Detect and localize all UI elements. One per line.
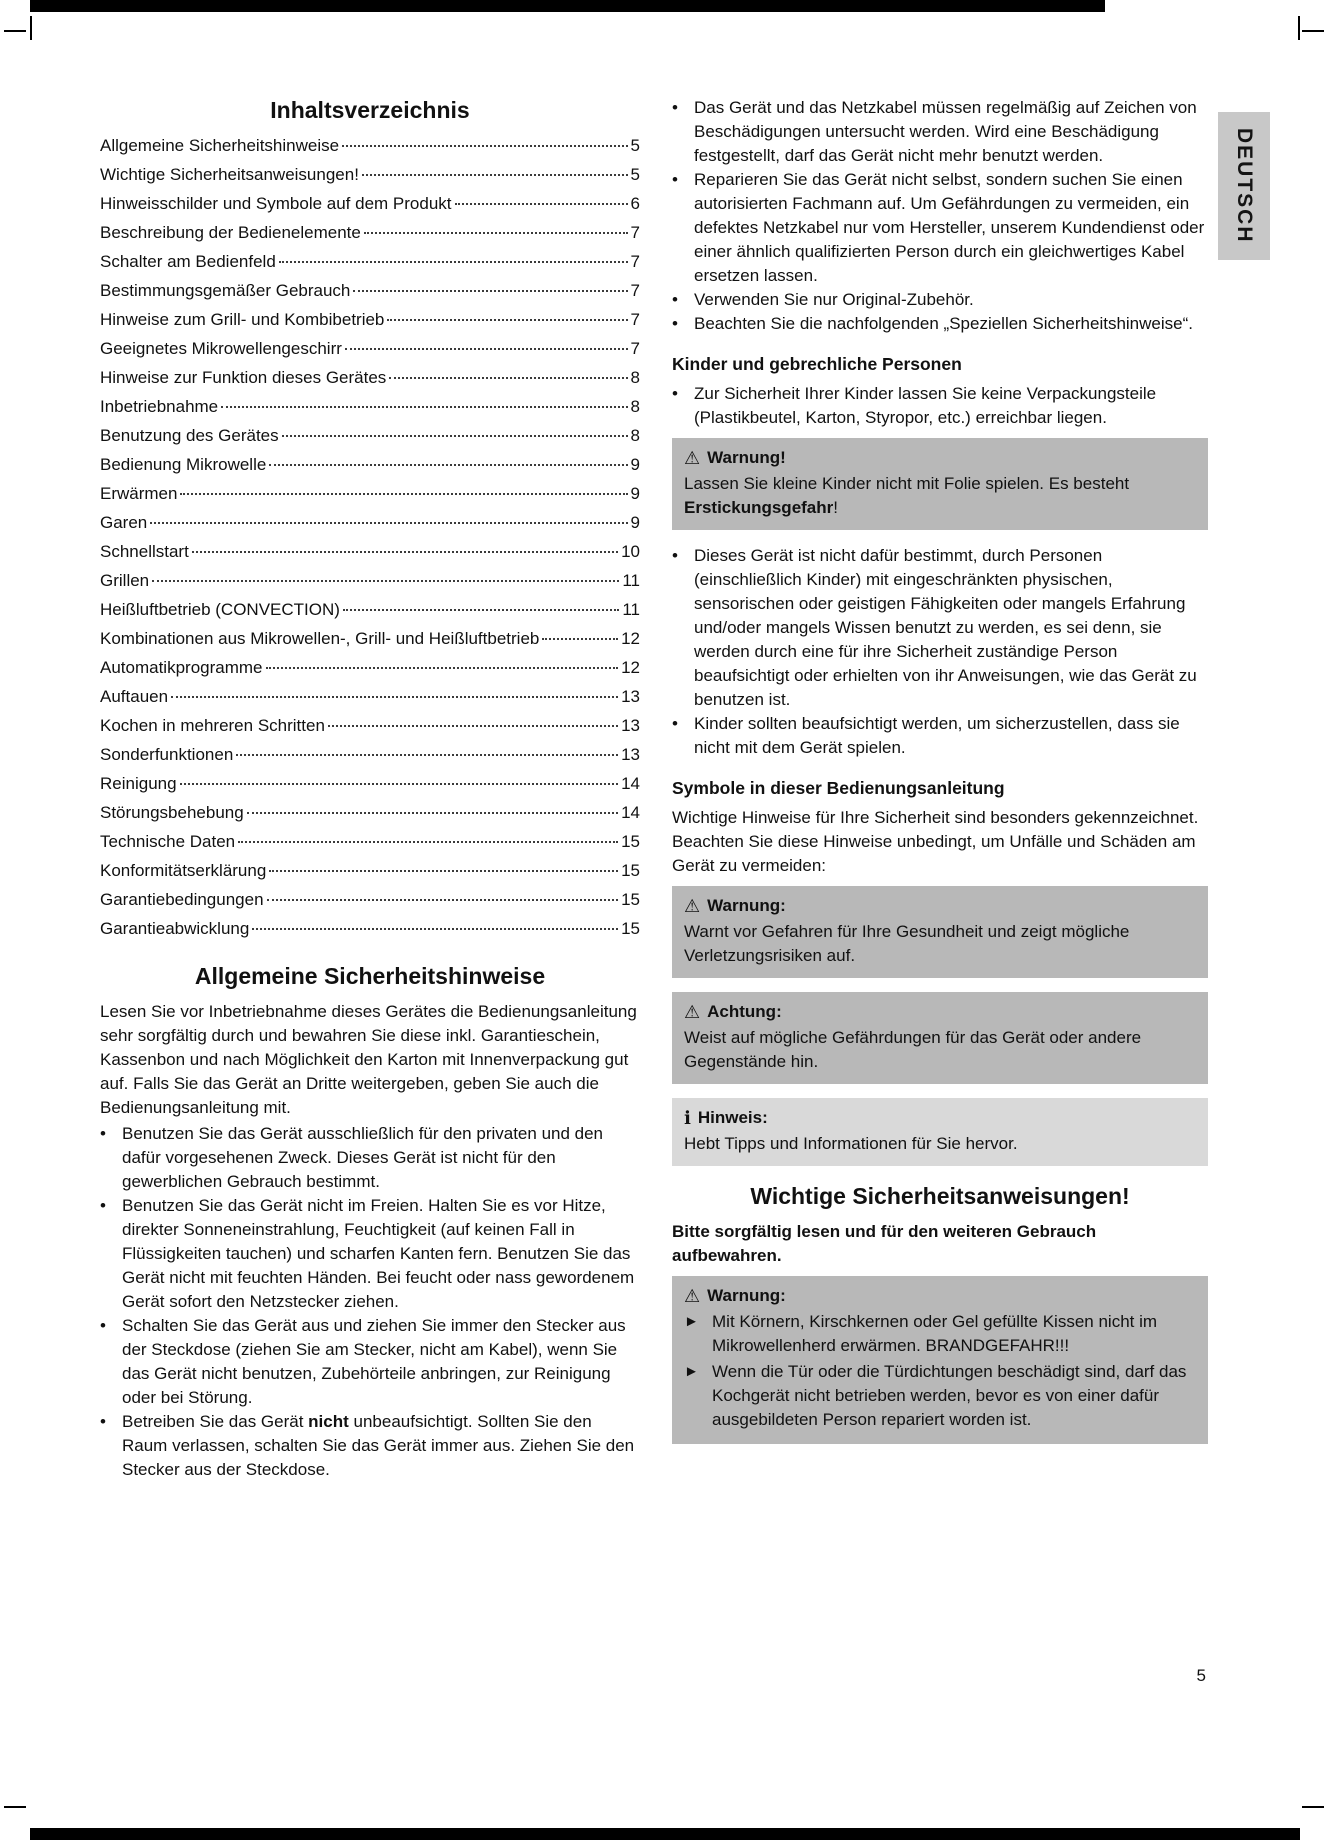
note-box-body: Hebt Tipps und Informationen für Sie hervor. (684, 1134, 1018, 1153)
list-item-text (122, 1410, 640, 1482)
toc-entry (100, 598, 640, 627)
toc-entry (100, 743, 640, 772)
toc-entry-page: 14 (621, 774, 640, 793)
warning-box-body: Warnt vor Gefahren für Ihre Gesundheit und zeigt mögliche Verletzungsrisiken auf. (684, 922, 1130, 965)
toc-entry (100, 801, 640, 830)
bullet-icon: • (672, 98, 678, 117)
toc-entry (100, 627, 640, 656)
list-item (672, 312, 1208, 336)
toc-entry-page: 8 (630, 397, 640, 416)
toc-entry-label: Garen (100, 513, 148, 532)
toc-entry (100, 221, 640, 250)
caution-box-body: Weist auf mögliche Gefährdungen für das Gerät oder andere Gegenstände hin. (684, 1028, 1142, 1071)
toc-leader-dots (389, 377, 627, 379)
toc-leader-dots (269, 870, 618, 872)
toc-entry-page: 5 (630, 165, 640, 184)
toc-entry-page: 9 (630, 513, 640, 532)
warning-box-title-row (684, 894, 1196, 918)
toc-entry-page: 10 (621, 542, 640, 561)
toc-leader-dots (353, 290, 627, 292)
crop-mark (1302, 1806, 1324, 1808)
toc-entry-label: Geeignetes Mikrowellengeschirr (100, 339, 342, 358)
list-item-text: Beachten Sie die nachfolgenden „Speziellen Sicherheitshinweise“. (694, 314, 1193, 333)
toc-leader-dots (345, 348, 628, 350)
toc-leader-dots (180, 783, 619, 785)
bullet-icon: • (672, 546, 678, 565)
right-column (672, 96, 1208, 1486)
toc-entry-page: 13 (621, 745, 640, 764)
toc-entry-page: 7 (630, 252, 640, 271)
toc-entry-label: Automatikprogramme (100, 658, 263, 677)
bullet-icon: • (672, 170, 678, 189)
warning-definition-box (672, 886, 1208, 978)
toc-entry-page: 7 (630, 281, 640, 300)
toc-entry-label: Bedienung Mikrowelle (100, 455, 267, 474)
note-definition-box (672, 1098, 1208, 1166)
list-item (100, 1194, 640, 1314)
toc-entry-page: 11 (622, 600, 640, 619)
toc-leader-dots (328, 725, 618, 727)
warning-icon: ⚠ (684, 448, 701, 468)
toc-entry-page: 7 (630, 310, 640, 329)
toc-entry-label: Inbetriebnahme (100, 397, 219, 416)
toc-leader-dots (269, 464, 627, 466)
note-box-title-row (684, 1106, 1196, 1130)
list-item-text: Das Gerät und das Netzkabel müssen regelmäßig auf Zeichen von Beschädigungen untersucht werden. Wird eine Beschädigung festgestellt, darf das Gerät nicht mehr benutzt werden. (694, 98, 1197, 165)
toc-entry-label: Technische Daten (100, 832, 236, 851)
toc-leader-dots (342, 145, 627, 147)
warning-item (684, 1310, 1196, 1358)
important-warning-items (684, 1310, 1196, 1432)
toc-leader-dots (282, 435, 628, 437)
list-item-text: Dieses Gerät ist nicht dafür bestimmt, durch Personen (einschließlich Kinder) mit eingeschränkten physischen, sensorischen oder geistigen Fähigkeiten oder mangels Erfahrung und/oder mangels Wissen benutzt zu werden, es sei denn, sie werden durch eine für ihre Sicherheit zuständige Person beaufsichtigt oder erhielten von ihr Anweisungen, wie das Gerät zu benutzen ist. (694, 546, 1197, 709)
warning-box-body (684, 472, 1196, 520)
toc-entry (100, 395, 640, 424)
important-warning-box (672, 1276, 1208, 1444)
general-safety-bullets (100, 1122, 640, 1482)
emphasized-word: Erstickungsgefahr (684, 498, 834, 517)
toc-leader-dots (267, 899, 619, 901)
page-number: 5 (1196, 1666, 1206, 1685)
toc-entry-page: 11 (622, 571, 640, 590)
toc-title: Inhaltsverzeichnis (270, 97, 470, 123)
toc-entry (100, 540, 640, 569)
caution-box-title: Achtung: (707, 1002, 782, 1021)
list-item-text: Schalten Sie das Gerät aus und ziehen Sie immer den Stecker aus der Steckdose (ziehen Sie am Stecker, nicht am Kabel), wenn Sie das Gerät nicht benutzen, Zubehörteile anbringen, zur Reinigung oder bei Störung. (122, 1316, 626, 1407)
toc-entry (100, 250, 640, 279)
toc-entry-page: 14 (621, 803, 640, 822)
warning-box-title: Warnung: (707, 896, 786, 915)
caution-box-title-row (684, 1000, 1196, 1024)
list-item (672, 382, 1208, 430)
toc-entry-page: 13 (621, 716, 640, 735)
toc-entry (100, 859, 640, 888)
bullet-icon: • (672, 314, 678, 333)
toc-entry-label: Erwärmen (100, 484, 178, 503)
toc-entry-label: Garantiebedingungen (100, 890, 264, 909)
warning-item-text: Wenn die Tür oder die Türdichtungen beschädigt sind, darf das Kochgerät nicht betrieben werden, bevor es von einer dafür ausgebildeten Person repariert worden ist. (712, 1362, 1187, 1429)
toc-entry-label: Benutzung des Gerätes (100, 426, 279, 445)
toc-entry-page: 7 (630, 339, 640, 358)
page-content (100, 96, 1208, 1486)
warning-item-text: Mit Körnern, Kirschkernen oder Gel gefüllte Kissen nicht im Mikrowellenherd erwärmen. BRANDGEFAHR!!! (712, 1312, 1158, 1355)
bullet-icon: • (100, 1412, 106, 1431)
toc-entry-page: 12 (621, 658, 640, 677)
children-section-bullets (672, 382, 1208, 430)
crop-mark (30, 16, 32, 40)
toc-leader-dots (247, 812, 618, 814)
toc-entry-page: 12 (621, 629, 640, 648)
safety-bullets-continued (672, 96, 1208, 336)
toc-entry-label: Konformitätserklärung (100, 861, 267, 880)
toc-leader-dots (343, 609, 619, 611)
toc-entry (100, 830, 640, 859)
print-bar-bottom (30, 1828, 1300, 1840)
emphasized-word: nicht (308, 1412, 349, 1431)
symbols-intro: Wichtige Hinweise für Ihre Sicherheit sind besonders gekennzeichnet. Beachten Sie diese Hinweise unbedingt, um Unfälle und Schäden am Gerät zu vermeiden: (672, 808, 1199, 875)
toc-entry (100, 366, 640, 395)
crop-mark (1302, 30, 1324, 32)
note-box-title: Hinweis: (697, 1108, 768, 1127)
list-item (672, 96, 1208, 168)
arrow-icon: ► (684, 1363, 699, 1380)
toc-entry (100, 482, 640, 511)
warning-box-title-row (684, 446, 1196, 470)
bullet-icon: • (100, 1196, 106, 1215)
bullet-icon: • (672, 384, 678, 403)
toc-entry-label: Schnellstart (100, 542, 189, 561)
toc-entry (100, 772, 640, 801)
toc-entry (100, 888, 640, 917)
toc-entry-label: Sonderfunktionen (100, 745, 234, 764)
crop-mark (4, 1806, 26, 1808)
toc-entry-label: Heißluftbetrieb (CONVECTION) (100, 600, 340, 619)
info-icon: ℹ (684, 1108, 691, 1128)
toc-leader-dots (171, 696, 618, 698)
toc-leader-dots (542, 638, 618, 640)
caution-definition-box (672, 992, 1208, 1084)
bullet-icon: • (672, 714, 678, 733)
toc-entry (100, 279, 640, 308)
warning-box-title: Warnung! (707, 448, 786, 467)
toc-entry (100, 308, 640, 337)
toc-entry-label: Hinweisschilder und Symbole auf dem Produkt (100, 194, 452, 213)
general-safety-intro: Lesen Sie vor Inbetriebnahme dieses Gerätes die Bedienungsanleitung sehr sorgfältig durch und bewahren Sie diese inkl. Garantieschein, Kassenbon und nach Möglichkeit den Karton mit Innenverpackung gut auf. Falls Sie das Gerät an Dritte weitergeben, geben Sie auch die Bedienungsanleitung mit. (100, 1002, 637, 1117)
toc-entry-label: Beschreibung der Bedienelemente (100, 223, 361, 242)
print-bar-top (30, 0, 1105, 12)
warning-icon: ⚠ (684, 1286, 701, 1306)
toc-leader-dots (236, 754, 618, 756)
toc-leader-dots (150, 522, 627, 524)
bullet-icon: • (100, 1316, 106, 1335)
list-item (100, 1410, 640, 1482)
toc-entry-page: 15 (621, 861, 640, 880)
toc-leader-dots (362, 174, 628, 176)
toc-entry-label: Allgemeine Sicherheitshinweise (100, 136, 340, 155)
list-item (672, 544, 1208, 712)
crop-mark (4, 30, 26, 32)
toc-entry-label: Kochen in mehreren Schritten (100, 716, 325, 735)
toc-entry (100, 453, 640, 482)
toc-entry-page: 7 (630, 223, 640, 242)
warning-item (684, 1360, 1196, 1432)
toc-leader-dots (192, 551, 618, 553)
list-item (672, 712, 1208, 760)
bullet-icon: • (672, 290, 678, 309)
toc-entry-label: Hinweise zum Grill- und Kombibetrieb (100, 310, 385, 329)
toc-entry (100, 192, 640, 221)
toc-leader-dots (279, 261, 628, 263)
important-safety-subheading: Bitte sorgfältig lesen und für den weiteren Gebrauch aufbewahren. (672, 1222, 1097, 1265)
toc-leader-dots (152, 580, 619, 582)
toc-entry-page: 8 (630, 368, 640, 387)
toc-leader-dots (364, 232, 628, 234)
toc-entry-label: Hinweise zur Funktion dieses Gerätes (100, 368, 387, 387)
toc-entry-label: Garantieabwicklung (100, 919, 250, 938)
crop-mark (1298, 16, 1300, 40)
language-tab (1218, 112, 1270, 260)
section-title-general-safety: Allgemeine Sicherheitshinweise (194, 963, 546, 989)
list-item (672, 168, 1208, 288)
toc-leader-dots (238, 841, 618, 843)
children-section-bullets-after (672, 544, 1208, 760)
list-item (100, 1122, 640, 1194)
list-item (672, 288, 1208, 312)
toc-entry (100, 569, 640, 598)
toc-entry (100, 917, 640, 946)
toc-entry-page: 15 (621, 919, 640, 938)
toc-entry-label: Grillen (100, 571, 150, 590)
toc-entry-page: 9 (630, 484, 640, 503)
toc-entry-page: 15 (621, 890, 640, 909)
left-column (100, 96, 640, 1486)
toc-entry-page: 5 (630, 136, 640, 155)
toc-entry-label: Kombinationen aus Mikrowellen-, Grill- und Heißluftbetrieb (100, 629, 540, 648)
toc-leader-dots (455, 203, 628, 205)
toc-entry-page: 9 (630, 455, 640, 474)
toc-leader-dots (266, 667, 619, 669)
toc-entry (100, 656, 640, 685)
list-item-text: Reparieren Sie das Gerät nicht selbst, sondern suchen Sie einen autorisierten Fachmann auf. Um Gefährdungen zu vermeiden, ein defektes Netzkabel nur vom Hersteller, unserem Kundendienst oder einer ähnlich qualifizierten Person durch ein gleichwertiges Kabel ersetzen lassen. (694, 170, 1205, 285)
list-item-text: Verwenden Sie nur Original-Zubehör. (694, 290, 974, 309)
toc-entry (100, 424, 640, 453)
toc-leader-dots (180, 493, 627, 495)
toc-entry-label: Störungsbehebung (100, 803, 244, 822)
bullet-icon: • (100, 1124, 106, 1143)
toc-entry-label: Bestimmungsgemäßer Gebrauch (100, 281, 351, 300)
text-segment: Lassen Sie kleine Kinder nicht mit Folie spielen. Es besteht (684, 474, 1130, 493)
toc-entry-label: Schalter am Bedienfeld (100, 252, 276, 271)
text-segment: unbeaufsichtigt. Sollten Sie den Raum verlassen, schalten Sie das Gerät immer aus. Ziehen Sie den Stecker aus der Steckdose. (122, 1412, 635, 1479)
caution-icon: ⚠ (684, 1002, 701, 1022)
warning-icon: ⚠ (684, 896, 701, 916)
toc-entry (100, 511, 640, 540)
heading-symbols: Symbole in dieser Bedienungsanleitung (672, 778, 1005, 798)
warning-box-foil (672, 438, 1208, 530)
toc-entry (100, 337, 640, 366)
toc-entry-page: 13 (621, 687, 640, 706)
list-item-text: Benutzen Sie das Gerät ausschließlich für den privaten und den dafür vorgesehenen Zweck. Dieses Gerät ist nicht für den gewerblichen Gebrauch bestimmt. (122, 1124, 604, 1191)
toc-entry-label: Wichtige Sicherheitsanweisungen! (100, 165, 359, 184)
table-of-contents (100, 134, 640, 946)
toc-entry (100, 134, 640, 163)
toc-leader-dots (387, 319, 627, 321)
text-segment: Betreiben Sie das Gerät (122, 1412, 309, 1431)
list-item-text: Zur Sicherheit Ihrer Kinder lassen Sie keine Verpackungsteile (Plastikbeutel, Karton, Styropor, etc.) erreichbar liegen. (694, 384, 1157, 427)
warning-box-title: Warnung: (707, 1286, 786, 1305)
toc-entry-page: 8 (630, 426, 640, 445)
heading-children-frail-persons: Kinder und gebrechliche Personen (672, 354, 962, 374)
toc-entry (100, 714, 640, 743)
list-item-text: Kinder sollten beaufsichtigt werden, um sicherzustellen, dass sie nicht mit dem Gerät spielen. (694, 714, 1180, 757)
warning-box-title-row (684, 1284, 1196, 1308)
toc-entry-label: Reinigung (100, 774, 177, 793)
list-item-text: Benutzen Sie das Gerät nicht im Freien. Halten Sie es vor Hitze, direkter Sonneneinstrahlung, Feuchtigkeit (auf keinen Fall in Flüssigkeiten tauchen) und scharfen Kanten fern. Benutzen Sie das Gerät nicht mit feuchten Händen. Bei feucht oder nass gewordenem Gerät sofort den Netzstecker ziehen. (122, 1196, 635, 1311)
toc-entry (100, 163, 640, 192)
language-tab-label: DEUTSCH (1233, 128, 1256, 244)
toc-leader-dots (221, 406, 627, 408)
toc-entry (100, 685, 640, 714)
text-segment: ! (833, 498, 838, 517)
section-title-important-safety: Wichtige Sicherheitsanweisungen! (750, 1183, 1130, 1209)
toc-entry-label: Auftauen (100, 687, 169, 706)
toc-leader-dots (252, 928, 618, 930)
list-item (100, 1314, 640, 1410)
toc-entry-page: 6 (630, 194, 640, 213)
toc-entry-page: 15 (621, 832, 640, 851)
arrow-icon: ► (684, 1313, 699, 1330)
